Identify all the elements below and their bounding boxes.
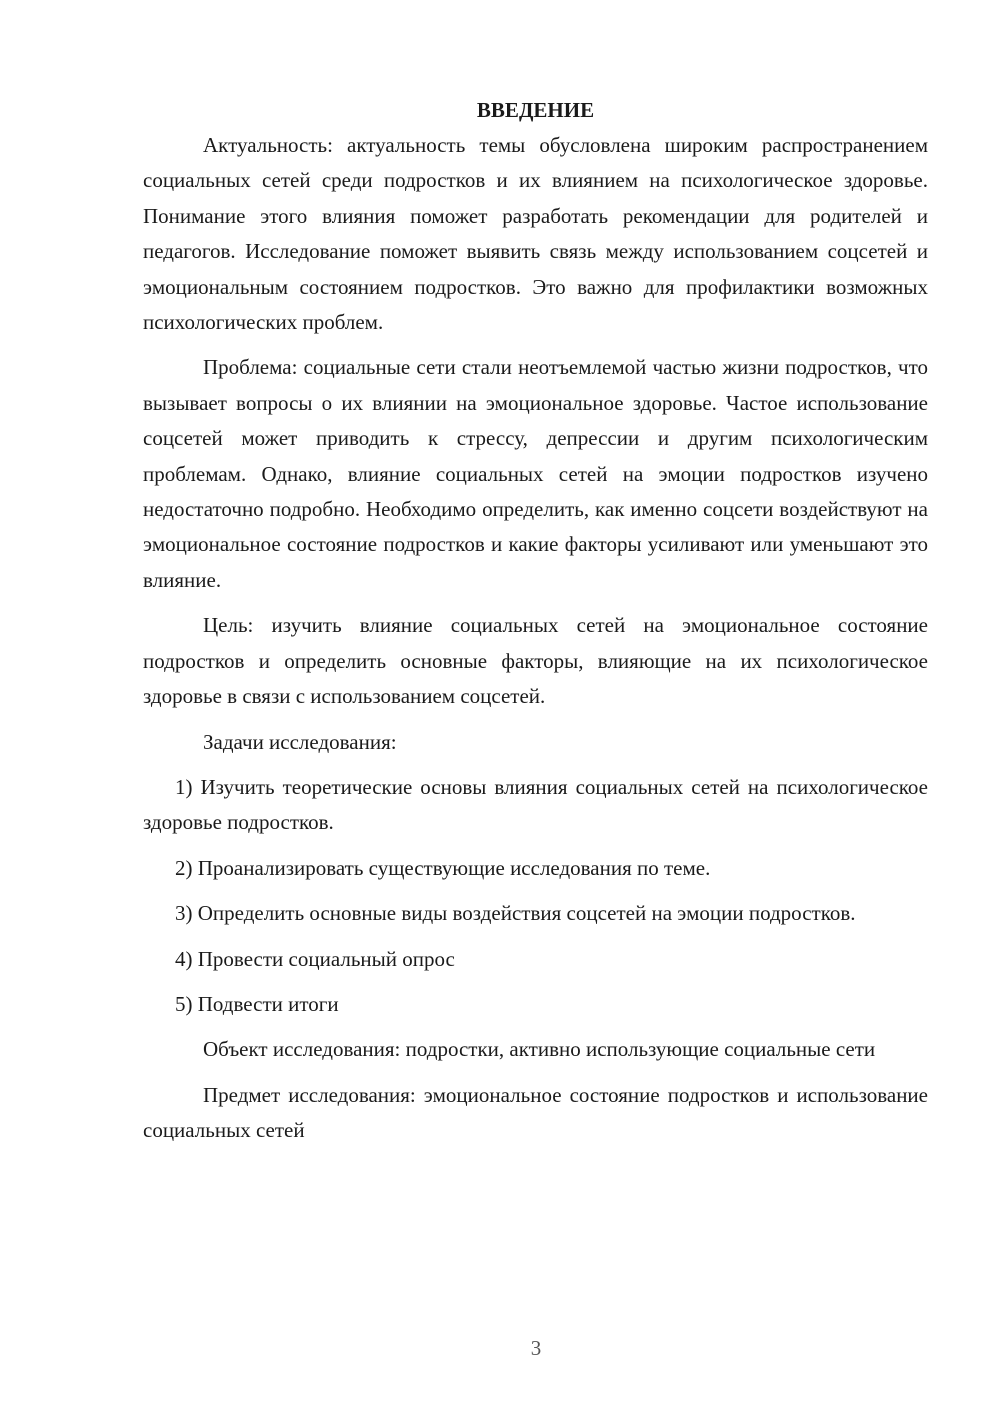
paragraph-relevance: Актуальность: актуальность темы обусловлена широким распространением социальных сетей среди подростков и их влиянием на психологическое здоровье. Понимание этого влияния поможет разработать рекомендации для родителей и педагогов. Исследование поможет выявить связь между использованием соцсетей и эмоциональным состоянием подростков. Это важно для профилактики возможных психологических проблем. (143, 133, 928, 335)
task-item-3: 3) Определить основные виды воздействия соцсетей на эмоции подростков. (175, 901, 856, 926)
task-item-1: 1) Изучить теоретические основы влияния социальных сетей на психологическое здоровье подростков. (143, 774, 928, 835)
task-item-4: 4) Провести социальный опрос (175, 946, 455, 971)
tasks-title: Задачи исследования: (203, 729, 397, 754)
section-heading: ВВЕДЕНИЕ (476, 98, 595, 122)
task-item-2: 2) Проанализировать существующие исследования по теме. (175, 855, 711, 880)
paragraph-subject: Предмет исследования: эмоциональное состояние подростков и использование социальных сетей (143, 1082, 928, 1143)
paragraph-goal: Цель: изучить влияние социальных сетей на эмоциональное состояние подростков и определить основные факторы, влияющие на их психологическое здоровье в связи с использованием соцсетей. (143, 613, 928, 709)
paragraph-problem: Проблема: социальные сети стали неотъемлемой частью жизни подростков, что вызывает вопросы о их влиянии на эмоциональное здоровье. Частое использование соцсетей может приводить к стрессу, депрессии и другим психологическим проблемам. Однако, влияние социальных сетей на эмоции подростков изучено недостаточно подробно. Необходимо определить, как именно соцсети воздействуют на эмоциональное состояние подростков и какие факторы усиливают или уменьшают это влияние. (143, 355, 928, 592)
document-page (143, 96, 928, 1149)
page-number: 3 (530, 1336, 542, 1360)
paragraph-object: Объект исследования: подростки, активно использующие социальные сети (203, 1037, 876, 1062)
task-item-5: 5) Подвести итоги (175, 991, 339, 1016)
